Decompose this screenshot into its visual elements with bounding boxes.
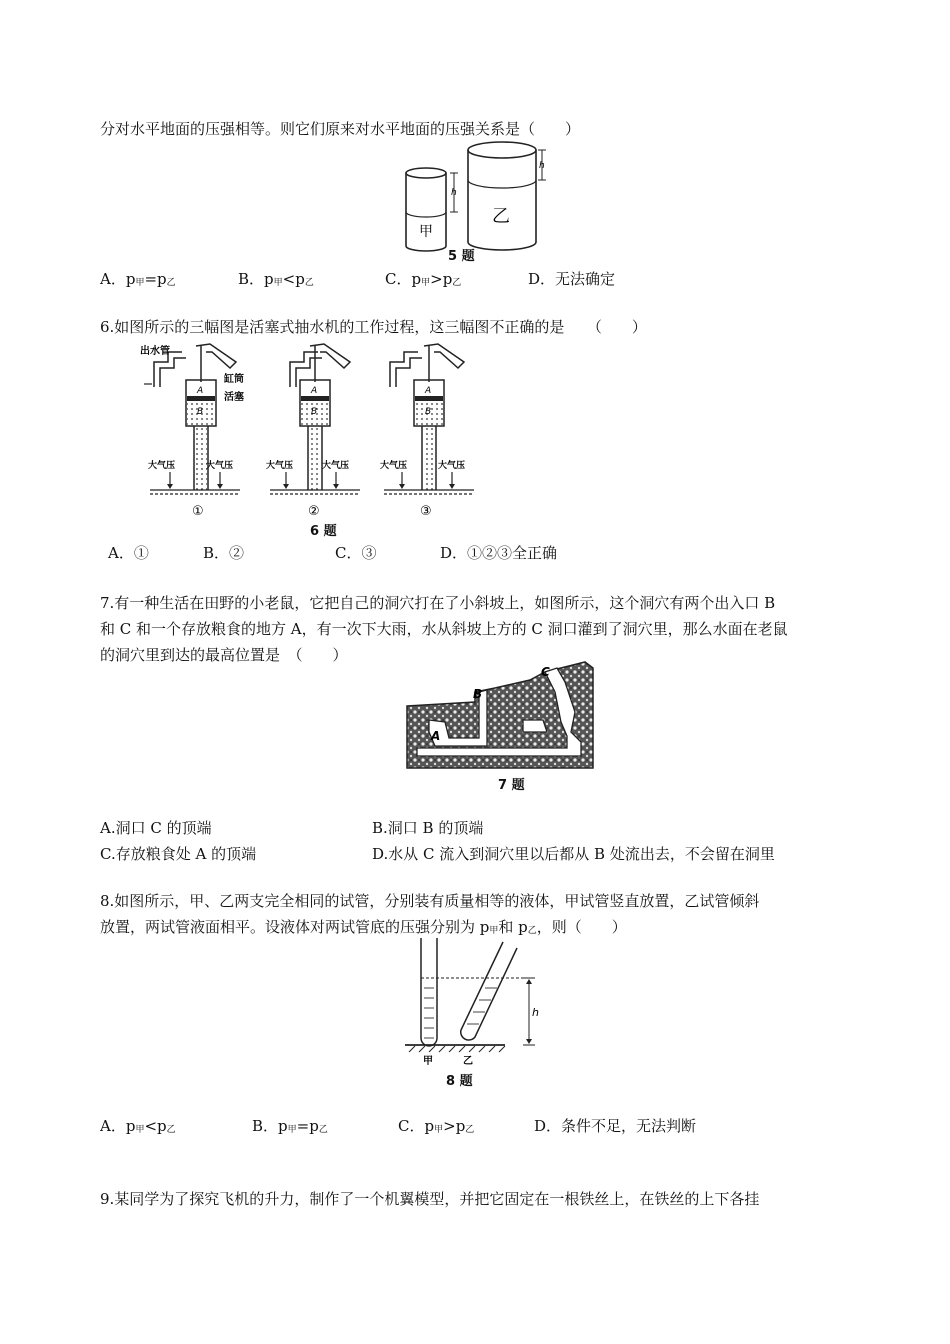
q5-stem: 分对水平地面的压强相等。则它们原来对水平地面的压强关系是（ ）	[100, 120, 581, 138]
q6-label-b1: B	[197, 407, 204, 417]
q7-label-b: B	[473, 687, 483, 701]
q5-option-b[interactable]: B．$p_甲<p_乙$	[238, 270, 314, 288]
q7-caption: 7 题	[498, 778, 525, 793]
q6-label-a2: A	[311, 386, 318, 396]
q6-option-d[interactable]: D．①②③全正确	[440, 544, 558, 562]
q6-label-cylinder: 缸筒	[224, 374, 244, 385]
q7-stem-line2: 和 C 和一个存放粮食的地方 A，有一次下大雨，水从斜坡上方的 C 洞口灌到了洞穴里，那么水面在老鼠	[100, 620, 788, 638]
q5-figure	[400, 138, 560, 263]
q5-option-d[interactable]: D．无法确定	[528, 270, 616, 288]
q6-panel-1: ①	[192, 504, 204, 519]
q8-option-a[interactable]: A．$p_甲<p_乙$	[100, 1117, 176, 1135]
q8-caption: 8 题	[446, 1074, 473, 1089]
q8-label-yi: 乙	[463, 1056, 473, 1067]
q9-stem: 9.某同学为了探究飞机的升力，制作了一个机翼模型，并把它固定在一根铁丝上，在铁丝的上下各挂	[100, 1190, 760, 1208]
q5-caption: 5 题	[448, 249, 475, 264]
q5-label-h1: h	[451, 188, 457, 198]
q6-caption: 6 题	[310, 524, 337, 539]
q6-label-atm-3l: 大气压	[380, 461, 408, 471]
q6-label-a3: A	[425, 386, 432, 396]
q6-label-piston: 活塞	[224, 392, 244, 403]
q5-label-jia: 甲	[419, 224, 433, 240]
q7-option-c[interactable]: C.存放粮食处 A 的顶端	[100, 845, 257, 863]
q8-option-b[interactable]: B．$p_甲=p_乙$	[252, 1117, 328, 1135]
q6-panel-2: ②	[308, 504, 320, 519]
q7-figure	[405, 662, 595, 772]
q8-stem-line1: 8.如图所示，甲、乙两支完全相同的试管，分别装有质量相等的液体，甲试管竖直放置，乙试管倾斜	[100, 892, 760, 910]
q6-option-a[interactable]: A．①	[108, 544, 149, 562]
q6-stem: 6.如图所示的三幅图是活塞式抽水机的工作过程，这三幅图不正确的是 （ ）	[100, 318, 647, 336]
q7-label-a: A	[431, 729, 441, 743]
q8-label-h: h	[532, 1006, 539, 1019]
q6-label-b2: B	[311, 407, 318, 417]
q8-label-jia: 甲	[423, 1056, 433, 1067]
q5-option-a[interactable]: A．$p_甲=p_乙$	[100, 270, 176, 288]
q6-figure	[140, 342, 480, 532]
q6-option-b[interactable]: B．②	[203, 544, 245, 562]
q8-option-d[interactable]: D．条件不足，无法判断	[534, 1117, 697, 1135]
q6-option-c[interactable]: C．③	[335, 544, 377, 562]
q7-stem-line1: 7.有一种生活在田野的小老鼠，它把自己的洞穴打在了小斜坡上，如图所示，这个洞穴有两个出入口 B	[100, 594, 776, 612]
q7-option-b[interactable]: B.洞口 B 的顶端	[372, 819, 484, 837]
q7-option-a[interactable]: A.洞口 C 的顶端	[100, 819, 212, 837]
q8-figure	[405, 938, 555, 1068]
q5-label-yi: 乙	[492, 206, 510, 227]
q5-option-c[interactable]: C．$p_甲>p_乙$	[385, 270, 462, 288]
q7-label-c: C	[541, 665, 550, 679]
q7-stem-line3: 的洞穴里到达的最高位置是 （ ）	[100, 646, 348, 664]
q8-option-c[interactable]: C．$p_甲>p_乙$	[398, 1117, 475, 1135]
q6-label-atm-3r: 大气压	[438, 461, 466, 471]
q6-panel-3: ③	[420, 504, 432, 519]
q6-label-a1: A	[197, 386, 204, 396]
q6-label-atm-1r: 大气压	[206, 461, 234, 471]
q6-label-atm-2r: 大气压	[322, 461, 350, 471]
q7-option-d[interactable]: D.水从 C 流入到洞穴里以后都从 B 处流出去，不会留在洞里	[372, 845, 775, 863]
q6-label-outlet: 出水管	[140, 346, 170, 357]
q6-label-atm-2l: 大气压	[266, 461, 294, 471]
q5-label-h2: h	[539, 161, 545, 171]
q6-label-b3: B	[425, 407, 432, 417]
q8-stem-line2: 放置，两试管液面相平。设液体对两试管底的压强分别为 $p_甲$和 $p_乙$，则（ ）	[100, 918, 627, 936]
q6-label-atm-1l: 大气压	[148, 461, 176, 471]
